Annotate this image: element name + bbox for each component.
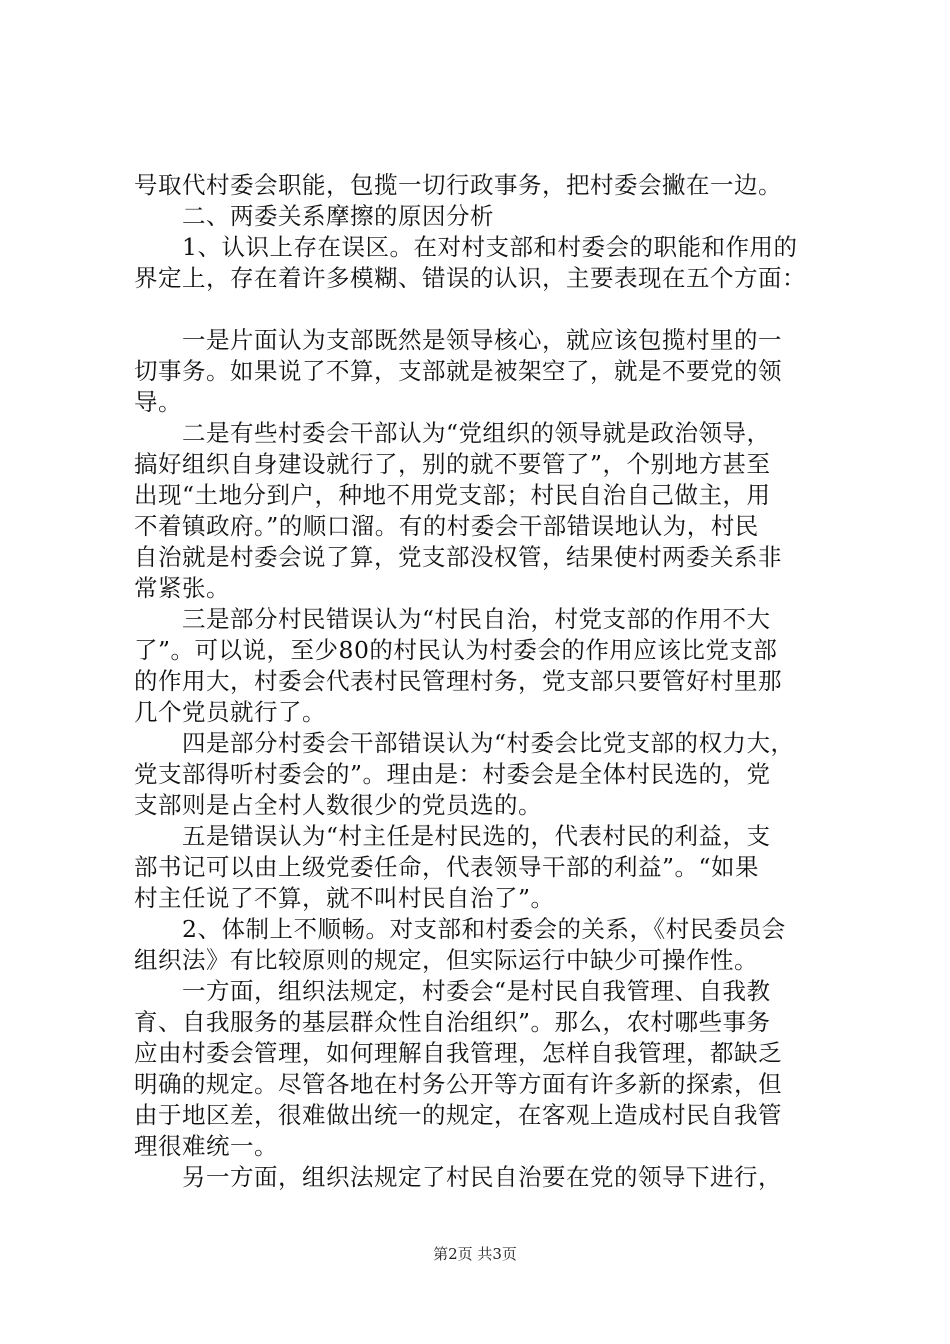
text-line: 由于地区差，很难做出统一的规定，在客观上造成村民自我管 xyxy=(134,1101,782,1129)
text-line: 几个党员就行了。 xyxy=(134,698,326,726)
text-line: 二是有些村委会干部认为“党组织的领导就是政治领导， xyxy=(134,419,771,447)
text-line: 应由村委会管理，如何理解自我管理，怎样自我管理，都缺乏 xyxy=(134,1039,782,1067)
text-line: 切事务。如果说了不算，支部就是被架空了，就是不要党的领 xyxy=(134,357,782,385)
section-heading: 二、两委关系摩擦的原因分析 xyxy=(134,202,494,230)
paragraph-gap xyxy=(134,294,834,325)
text-line: 导。 xyxy=(134,388,182,416)
text-line: 党支部得听村委会的”。理由是：村委会是全体村民选的，党 xyxy=(134,760,771,788)
text-line: 界定上，存在着许多模糊、错误的认识，主要表现在五个方面： xyxy=(134,264,806,292)
text-line: 自治就是村委会说了算，党支部没权管，结果使村两委关系非 xyxy=(134,543,782,571)
text-line: 1、认识上存在误区。在对村支部和村委会的职能和作用的 xyxy=(134,233,798,261)
text-line: 村主任说了不算，就不叫村民自治了”。 xyxy=(134,884,555,912)
text-line: 支部则是占全村人数很少的党员选的。 xyxy=(134,791,542,819)
text-line: 一方面，组织法规定，村委会“是村民自我管理、自我教 xyxy=(134,977,771,1005)
text-line: 理很难统一。 xyxy=(134,1132,278,1160)
text-line: 一是片面认为支部既然是领导核心，就应该包揽村里的一 xyxy=(134,326,782,354)
document-body xyxy=(134,170,834,1193)
text-line: 三是部分村民错误认为“村民自治，村党支部的作用不大 xyxy=(134,605,771,633)
text-line: 号取代村委会职能，包揽一切行政事务，把村委会撇在一边。 xyxy=(134,171,782,199)
text-line: 2、体制上不顺畅。对支部和村委会的关系，《村民委员会 xyxy=(134,915,786,943)
text-line: 了”。可以说，至少80的村民认为村委会的作用应该比党支部 xyxy=(134,636,778,664)
text-line: 组织法》有比较原则的规定，但实际运行中缺少可操作性。 xyxy=(134,946,758,974)
text-line: 明确的规定。尽管各地在村务公开等方面有许多新的探索，但 xyxy=(134,1070,782,1098)
text-line: 另一方面，组织法规定了村民自治要在党的领导下进行， xyxy=(134,1163,782,1191)
text-line: 部书记可以由上级党委任命，代表领导干部的利益”。“如果 xyxy=(134,853,760,881)
page-footer xyxy=(0,1244,950,1264)
text-line: 搞好组织自身建设就行了，别的就不要管了”，个别地方甚至 xyxy=(134,450,771,478)
text-line: 五是错误认为“村主任是村民选的，代表村民的利益，支 xyxy=(134,822,771,850)
text-line: 的作用大，村委会代表村民管理村务，党支部只要管好村里那 xyxy=(134,667,782,695)
text-line: 不着镇政府。”的顺口溜。有的村委会干部错误地认为，村民 xyxy=(134,512,759,540)
text-line: 出现“土地分到户，种地不用党支部；村民自治自己做主，用 xyxy=(134,481,771,509)
text-line: 育、自我服务的基层群众性自治组织”。那么，农村哪些事务 xyxy=(134,1008,771,1036)
text-line: 常紧张。 xyxy=(134,574,230,602)
page-number-label: 第2页 共3页 xyxy=(433,1245,517,1263)
text-line: 四是部分村委会干部错误认为“村委会比党支部的权力大， xyxy=(134,729,795,757)
